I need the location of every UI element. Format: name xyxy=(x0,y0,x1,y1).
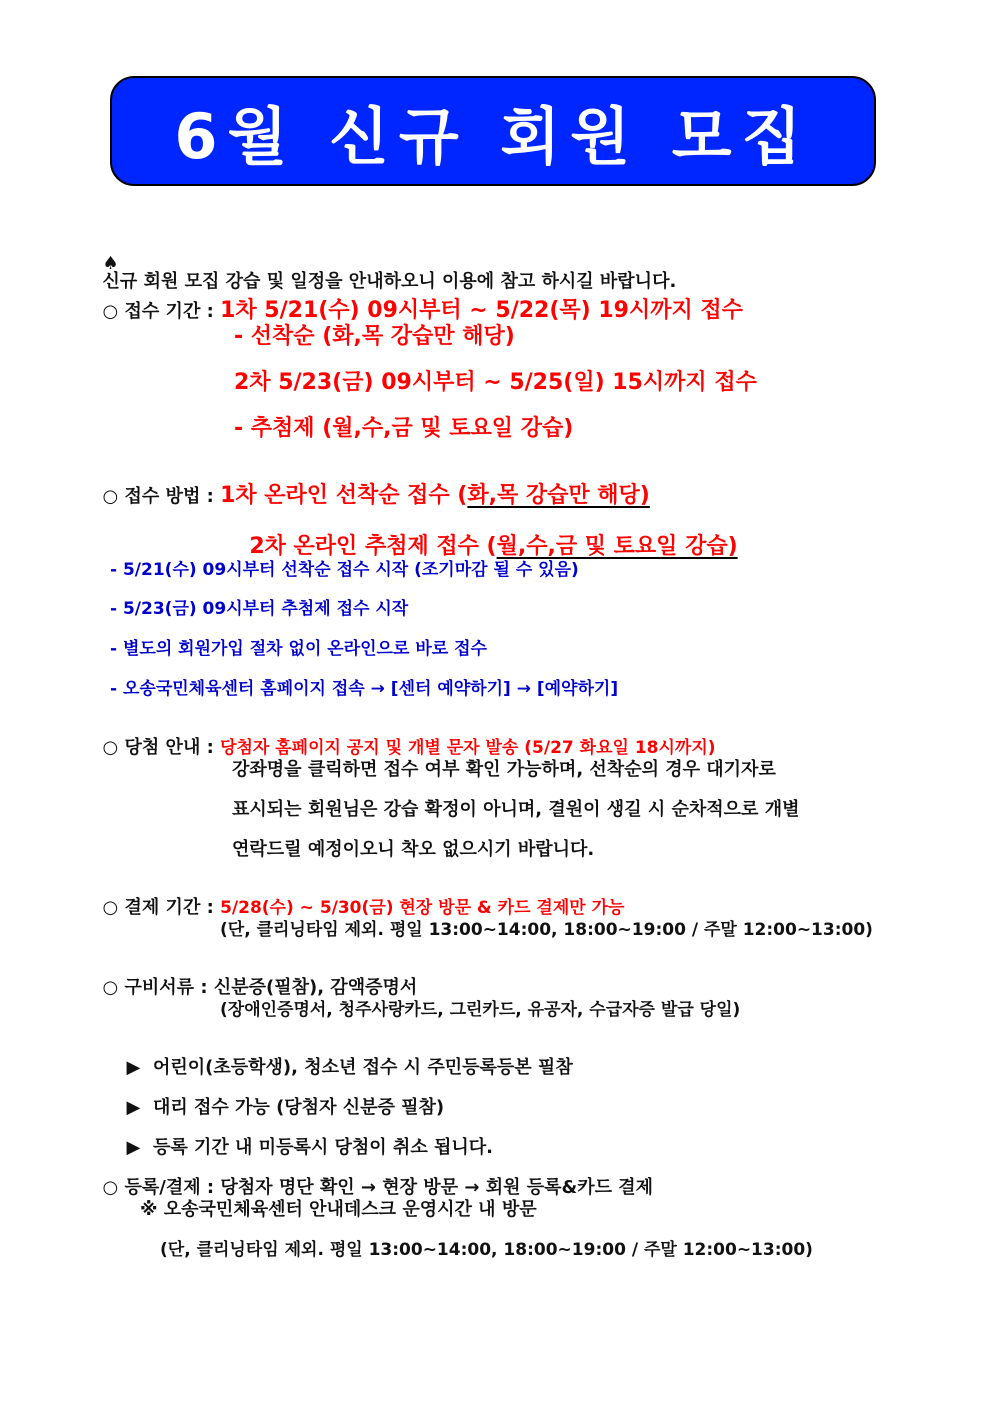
registration-cleaning-hours: (단, 클리닝타임 제외. 평일 13:00~14:00, 18:00~19:00 / 주말 12:00~13:00) xyxy=(160,1240,813,1260)
method-note-2: - 5/23(금) 09시부터 추첨제 접수 시작 xyxy=(110,599,409,619)
registration-row xyxy=(90,1161,653,1197)
page-title: 6월 신규 회원 모집 xyxy=(174,99,812,173)
spade-icon: ♠ xyxy=(102,253,119,274)
triangle-right-icon: ▶ xyxy=(126,1057,141,1078)
winner-notice-row xyxy=(90,721,716,757)
registration-note: ※ 오송국민체육센터 안내데스크 운영시간 내 방문 xyxy=(140,1199,537,1220)
registration-steps: 당첨자 명단 확인 → 현장 방문 → 회원 등록&카드 결제 xyxy=(220,1177,654,1198)
winner-notice-detail-1: 강좌명을 클릭하면 접수 여부 확인 가능하며, 선착순의 경우 대기자로 xyxy=(232,759,776,780)
reception-method-second: 2차 온라인 추첨제 접수 ( xyxy=(249,534,497,559)
documents-row xyxy=(90,961,417,997)
reception-period-second-note: - 추첨제 (월,수,금 및 토요일 강습) xyxy=(234,416,574,441)
reception-method-second-underlined: 월,수,금 및 토요일 강습) xyxy=(496,534,738,559)
documents-bullet-text: 대리 접수 가능 (당첨자 신분증 필참) xyxy=(152,1097,445,1118)
documents-bullet-3 xyxy=(114,1121,493,1157)
documents-bullet-text: 등록 기간 내 미등록시 당첨이 취소 됩니다. xyxy=(152,1137,493,1158)
winner-notice-label: ○ 당첨 안내 : xyxy=(102,737,221,758)
winner-notice-main: 당첨자 홈페이지 공지 및 개별 문자 발송 (5/27 화요일 18시까지) xyxy=(220,738,716,758)
triangle-right-icon: ▶ xyxy=(126,1137,141,1158)
documents-label: ○ 구비서류 : xyxy=(102,977,214,998)
triangle-right-icon: ▶ xyxy=(126,1097,141,1118)
documents-detail: (장애인증명서, 청주사랑카드, 그린카드, 유공자, 수급자증 발급 당일) xyxy=(220,1000,741,1020)
reception-period-first-note: - 선착순 (화,목 강습만 해당) xyxy=(234,324,515,349)
reception-method-second-row xyxy=(234,514,738,558)
reception-period-row xyxy=(90,282,743,322)
winner-notice-detail-2: 표시되는 회원님은 강습 확정이 아니며, 결원이 생길 시 순차적으로 개별 xyxy=(232,799,800,820)
winner-notice-detail-3: 연락드릴 예정이오니 착오 없으시기 바랍니다. xyxy=(232,839,595,860)
title-banner xyxy=(110,76,876,186)
documents-bullet-text: 어린이(초등학생), 청소년 접수 시 주민등록등본 필참 xyxy=(152,1057,573,1078)
payment-period-row xyxy=(90,881,624,917)
reception-method-label: ○ 접수 방법 : xyxy=(102,486,221,507)
registration-label: ○ 등록/결제 : xyxy=(102,1177,221,1198)
method-note-3: - 별도의 회원가입 절차 없이 온라인으로 바로 접수 xyxy=(110,639,487,659)
payment-period-label: ○ 결제 기간 : xyxy=(102,897,221,918)
reception-period-label: ○ 접수 기간 : xyxy=(102,301,221,322)
reception-method-row xyxy=(90,467,650,507)
documents-bullet-2 xyxy=(114,1081,444,1117)
documents-bullet-1 xyxy=(114,1041,573,1077)
reception-period-second: 2차 5/23(금) 09시부터 ~ 5/25(일) 15시까지 접수 xyxy=(234,370,757,395)
method-note-4: - 오송국민체육센터 홈페이지 접속 → [센터 예약하기] → [예약하기] xyxy=(110,679,619,699)
method-note-1: - 5/21(수) 09시부터 선착순 접수 시작 (조기마감 될 수 있음) xyxy=(110,560,579,580)
payment-cleaning-hours: (단, 클리닝타임 제외. 평일 13:00~14:00, 18:00~19:00 / 주말 12:00~13:00) xyxy=(220,920,873,940)
intro-text: 신규 회원 모집 강습 및 일정을 안내하오니 이용에 참고 하시길 바랍니다. xyxy=(102,271,677,292)
reception-period-first: 1차 5/21(수) 09시부터 ~ 5/22(목) 19시까지 접수 xyxy=(220,298,743,323)
reception-method-first: 1차 온라인 선착순 접수 ( xyxy=(220,483,468,508)
documents-main: 신분증(필참), 감액증명서 xyxy=(213,977,418,998)
reception-method-first-underlined: 화,목 강습만 해당) xyxy=(467,483,650,508)
payment-period-main: 5/28(수) ~ 5/30(금) 현장 방문 & 카드 결제만 가능 xyxy=(220,898,625,918)
